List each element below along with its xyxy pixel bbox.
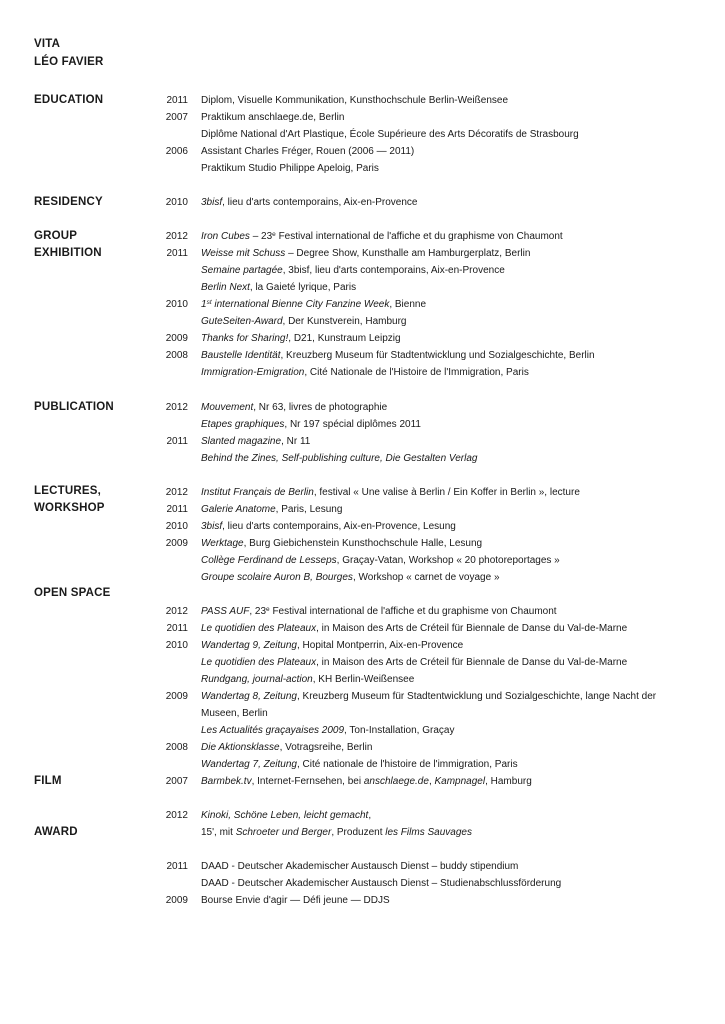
entry-title: Collège Ferdinand de Lesseps xyxy=(201,555,337,566)
entry-year: 2009 xyxy=(165,895,188,906)
entry-detail: , Der Kunstverein, Hamburg xyxy=(282,316,407,327)
entry-text: Praktikum anschlaege.de, Berlin xyxy=(201,112,345,123)
entry-title: Die Aktionsklasse xyxy=(201,742,280,753)
entry-text xyxy=(201,197,701,209)
entry-text: Diplôme National d'Art Plastique, École Supérieure des Arts Décoratifs de Strasbourg xyxy=(201,129,579,140)
entry-text xyxy=(201,402,701,414)
entry-title: Slanted magazine xyxy=(201,436,282,447)
entry-detail: , Nr 197 spécial diplômes 2011 xyxy=(284,419,421,430)
entry-text xyxy=(201,282,701,294)
entry-year: 2011 xyxy=(166,504,188,515)
entry-year: 2012 xyxy=(165,606,188,617)
entry-text xyxy=(201,810,701,822)
section-heading-residency: RESIDENCY xyxy=(34,196,103,208)
entry-title: Galerie Anatome xyxy=(201,504,276,515)
entry-title: PASS AUF xyxy=(201,606,250,617)
entry-text xyxy=(201,436,701,448)
entry-text xyxy=(201,350,701,362)
entry-year: 2012 xyxy=(165,810,188,821)
entry-title: les Films Sauvages xyxy=(385,827,472,838)
entry-title: Wandertag 9, Zeitung xyxy=(201,640,297,651)
entry-detail: , Kreuzberg Museum für Stadtentwicklung und Sozialgeschichte, lange Nacht der xyxy=(297,691,657,702)
entry-detail: , Paris, Lesung xyxy=(275,504,343,515)
entry-title: 3bisf xyxy=(201,197,223,208)
section-heading-lectures: LECTURES, xyxy=(34,485,101,497)
entry-year: 2009 xyxy=(165,538,188,549)
entry-year: 2006 xyxy=(165,146,188,157)
entry-text xyxy=(201,657,701,669)
entry-text xyxy=(201,572,701,584)
entry-detail: , Nr 11 xyxy=(281,436,311,447)
entry-detail: – 23 xyxy=(249,231,273,242)
entry-detail: , 3bisf, lieu d'arts contemporains, Aix-en-Provence xyxy=(282,265,505,276)
entry-detail: , Kreuzberg Museum für Stadtentwicklung und Sozialgeschichte, Berlin xyxy=(280,350,595,361)
entry-title: Groupe scolaire Auron B, Bourges xyxy=(201,572,353,583)
entry-title: Rundgang, journal-action xyxy=(201,674,313,685)
document-title: VITA xyxy=(34,38,61,50)
entry-text: Praktikum Studio Philippe Apeloig, Paris xyxy=(201,163,379,174)
entry-title: international Bienne City Fanzine Week xyxy=(211,299,390,310)
section-heading-film: FILM xyxy=(34,775,62,787)
entry-text xyxy=(201,640,701,652)
entry-year: 2007 xyxy=(165,776,188,787)
entry-title: Les Actualités graçayaises 2009 xyxy=(201,725,345,736)
entry-detail: , Hopital Montperrin, Aix-en-Provence xyxy=(297,640,464,651)
entry-detail: , xyxy=(428,776,435,787)
ordinal-suffix: e xyxy=(266,606,270,613)
entry-text xyxy=(201,265,701,277)
entry-year: 2008 xyxy=(165,350,188,361)
entry-text: Museen, Berlin xyxy=(201,708,268,719)
entry-year: 2011 xyxy=(166,248,188,259)
entry-text xyxy=(201,419,701,431)
entry-year: 2010 xyxy=(165,521,188,532)
entry-text xyxy=(201,367,701,379)
entry-detail: , lieu d'arts contemporains, Aix-en-Provence, Lesung xyxy=(222,521,456,532)
entry-year: 2011 xyxy=(166,623,188,634)
entry-text: DAAD - Deutscher Akademischer Austausch Dienst – Studienabschlussförderung xyxy=(201,878,562,889)
entry-text xyxy=(201,674,701,686)
entry-title: Kinoki, Schöne Leben, leicht gemacht xyxy=(201,810,369,821)
ordinal-suffix: e xyxy=(272,231,276,238)
entry-title: Etapes graphiques xyxy=(201,419,285,430)
entry-detail: , Produzent xyxy=(331,827,386,838)
entry-title: Wandertag 8, Zeitung xyxy=(201,691,297,702)
section-heading-award: AWARD xyxy=(34,826,78,838)
entry-text: Diplom, Visuelle Kommunikation, Kunsthochschule Berlin-Weißensee xyxy=(201,95,509,106)
entry-text xyxy=(201,759,701,771)
entry-year: 2010 xyxy=(165,197,188,208)
entry-title: GuteSeiten-Award xyxy=(201,316,283,327)
entry-detail: – Degree Show, Kunsthalle am Hamburgerplatz, Berlin xyxy=(285,248,531,259)
entry-title: Weisse mit Schuss xyxy=(201,248,286,259)
entry-detail: , Hamburg xyxy=(485,776,532,787)
entry-detail: 15', mit xyxy=(201,827,236,838)
entry-detail: , Internet-Fernsehen, bei xyxy=(251,776,364,787)
entry-year: 2012 xyxy=(165,402,188,413)
entry-title: Institut Français de Berlin xyxy=(201,487,314,498)
entry-detail: , festival « Une valise à Berlin / Ein Koffer in Berlin », lecture xyxy=(313,487,580,498)
entry-detail: , Burg Giebichenstein Kunsthochschule Halle, Lesung xyxy=(243,538,483,549)
entry-title: Baustelle Identität xyxy=(201,350,281,361)
entry-year: 2009 xyxy=(165,691,188,702)
section-heading-open-space: OPEN SPACE xyxy=(34,587,111,599)
entry-text xyxy=(201,316,701,328)
entry-text xyxy=(201,742,701,754)
entry-title: Immigration-Emigration xyxy=(201,367,305,378)
entry-text: DAAD - Deutscher Akademischer Austausch Dienst – buddy stipendium xyxy=(201,861,519,872)
entry-text xyxy=(201,248,701,260)
entry-title: Mouvement xyxy=(201,402,254,413)
entry-detail: , Cité nationale de l'histoire de l'immigration, Paris xyxy=(297,759,518,770)
entry-title: Le quotidien des Plateaux xyxy=(201,657,317,668)
entry-title: Berlin Next xyxy=(201,282,250,293)
entry-detail: , Nr 63, livres de photographie xyxy=(253,402,388,413)
entry-detail: , KH Berlin-Weißensee xyxy=(312,674,415,685)
entry-title: Barmbek.tv xyxy=(201,776,252,787)
entry-year: 2011 xyxy=(166,861,188,872)
entry-text xyxy=(201,555,701,567)
section-heading-workshop: WORKSHOP xyxy=(34,502,105,514)
entry-detail: , Graçay-Vatan, Workshop « 20 photoreportages » xyxy=(336,555,560,566)
entry-year: 2010 xyxy=(165,640,188,651)
entry-title: Schroeter und Berger xyxy=(235,827,332,838)
entry-title: Semaine partagée xyxy=(201,265,283,276)
entry-text: Behind the Zines, Self-publishing culture, Die Gestalten Verlag xyxy=(201,453,478,464)
entry-title: 1 xyxy=(201,299,207,310)
entry-detail: , la Gaieté lyrique, Paris xyxy=(249,282,357,293)
entry-detail: , Ton-Installation, Graçay xyxy=(344,725,455,736)
entry-text xyxy=(201,827,701,839)
entry-text xyxy=(201,691,701,703)
entry-text: Assistant Charles Fréger, Rouen (2006 — 2011) xyxy=(201,146,415,157)
entry-detail: , in Maison des Arts de Créteil für Biennale de Danse du Val-de-Marne xyxy=(316,657,628,668)
entry-year: 2009 xyxy=(165,333,188,344)
entry-detail: , xyxy=(368,810,372,821)
entry-year: 2007 xyxy=(165,112,188,123)
entry-year: 2012 xyxy=(165,487,188,498)
entry-year: 2008 xyxy=(165,742,188,753)
entry-text: Bourse Envie d'agir — Défi jeune — DDJS xyxy=(201,895,390,906)
entry-year: 2010 xyxy=(165,299,188,310)
entry-title: anschlaege.de xyxy=(363,776,429,787)
entry-text xyxy=(201,606,701,618)
entry-title: Wandertag 7, Zeitung xyxy=(201,759,297,770)
section-heading-education: EDUCATION xyxy=(34,94,104,106)
entry-text xyxy=(201,487,701,499)
entry-text xyxy=(201,521,701,533)
entry-title: 3bisf xyxy=(201,521,223,532)
entry-detail: , Bienne xyxy=(389,299,427,310)
entry-title: Iron Cubes xyxy=(201,231,250,242)
section-heading-group: GROUP xyxy=(34,230,78,242)
entry-text xyxy=(201,538,701,550)
entry-text xyxy=(201,725,701,737)
section-heading-publication: PUBLICATION xyxy=(34,401,114,413)
entry-text xyxy=(201,299,701,311)
entry-detail: , Workshop « carnet de voyage » xyxy=(352,572,500,583)
entry-detail: , Cité Nationale de l'Histoire de l'Immigration, Paris xyxy=(304,367,529,378)
person-name: LÉO FAVIER xyxy=(34,56,104,68)
entry-detail: , in Maison des Arts de Créteil für Biennale de Danse du Val-de-Marne xyxy=(316,623,628,634)
entry-year: 2011 xyxy=(166,436,188,447)
entry-year: 2011 xyxy=(166,95,188,106)
section-heading-exhibition: EXHIBITION xyxy=(34,247,102,259)
entry-detail: , Votragsreihe, Berlin xyxy=(279,742,373,753)
entry-detail: , 23 xyxy=(249,606,267,617)
entry-text xyxy=(201,231,701,243)
entry-text xyxy=(201,333,701,345)
entry-text xyxy=(201,504,701,516)
ordinal-suffix: st xyxy=(206,299,212,306)
entry-year: 2012 xyxy=(165,231,188,242)
entry-detail: Festival international de l'affiche et du graphisme von Chaumont xyxy=(269,606,557,617)
entry-text xyxy=(201,776,701,788)
entry-title: Thanks for Sharing! xyxy=(201,333,289,344)
entry-text xyxy=(201,623,701,635)
entry-detail: Festival international de l'affiche et du graphisme von Chaumont xyxy=(275,231,563,242)
entry-title: Kampnagel xyxy=(434,776,486,787)
entry-title: Werktage xyxy=(201,538,244,549)
entry-detail: , lieu d'arts contemporains, Aix-en-Provence xyxy=(222,197,418,208)
entry-title: Le quotidien des Plateaux xyxy=(201,623,317,634)
entry-detail: , D21, Kunstraum Leipzig xyxy=(288,333,401,344)
